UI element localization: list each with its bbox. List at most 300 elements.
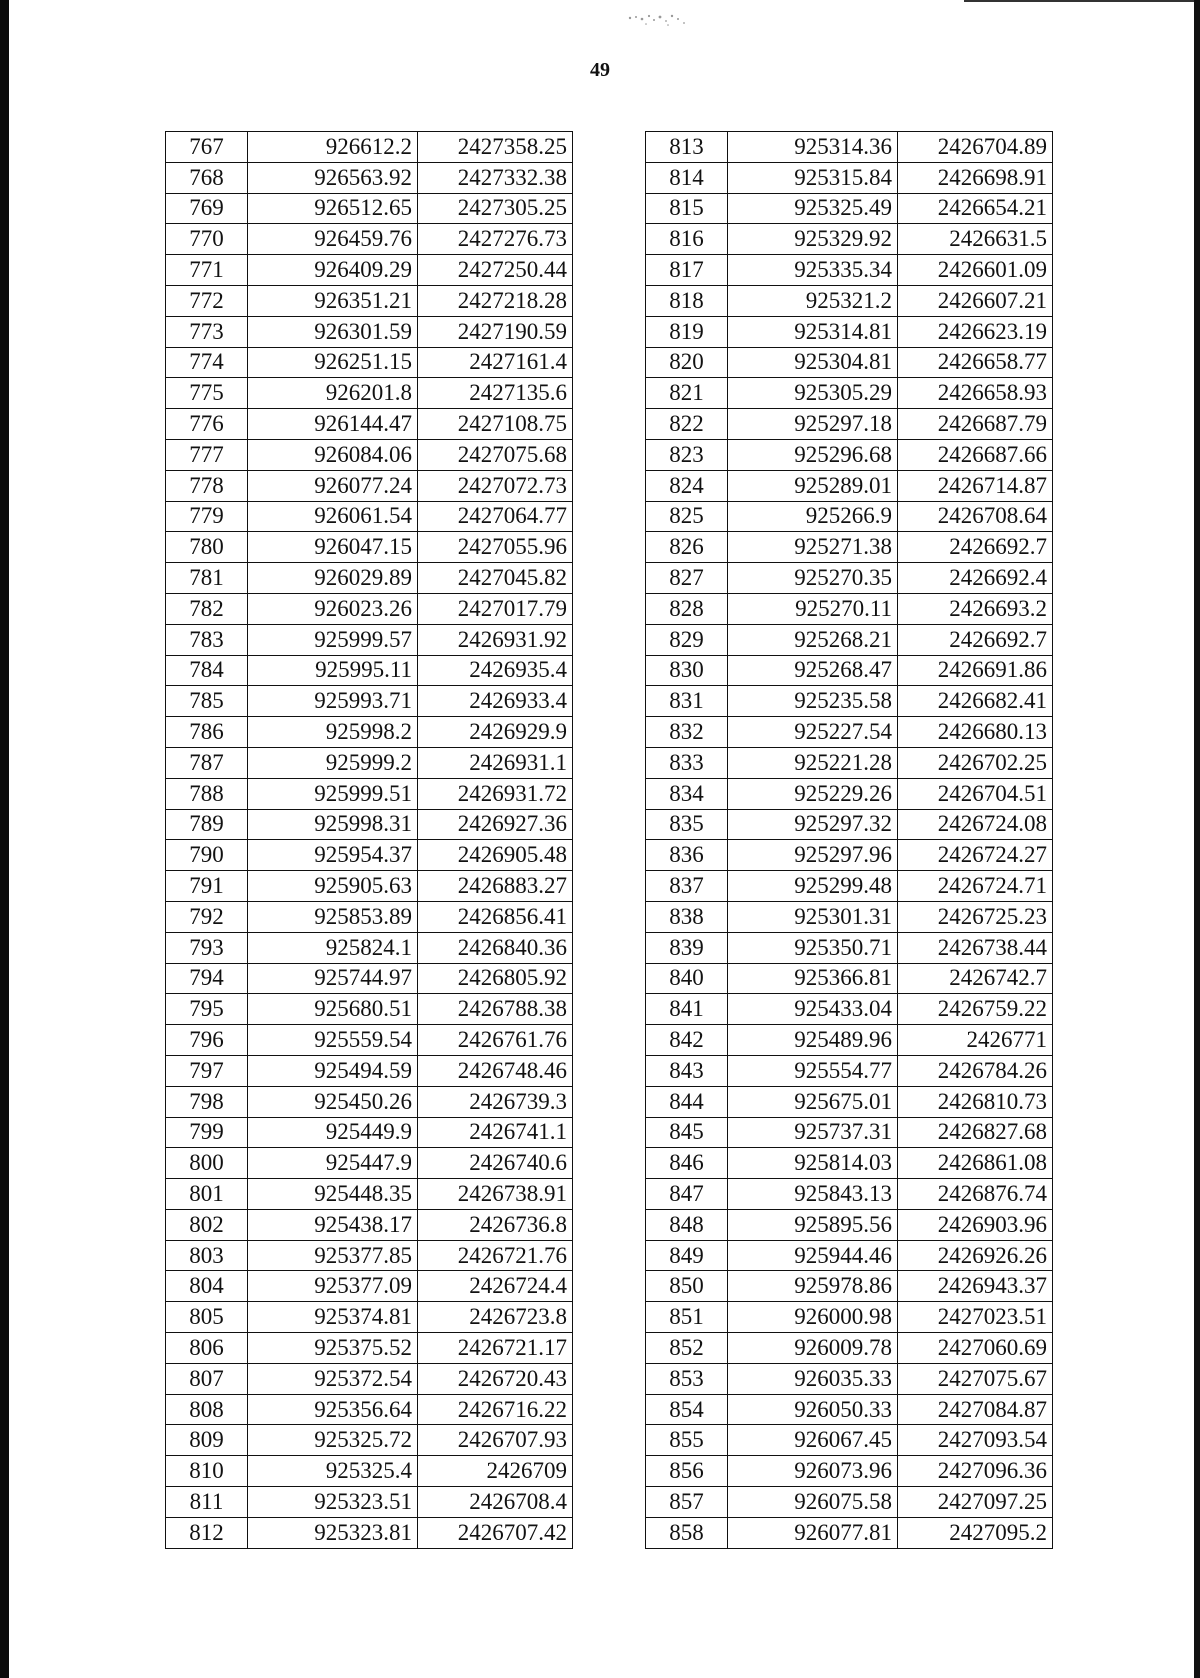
- x-coordinate-cell: 926075.58: [728, 1487, 898, 1518]
- point-number-cell: 795: [166, 994, 248, 1025]
- table-row: [166, 717, 573, 748]
- table-row: [646, 809, 1053, 840]
- x-coordinate-cell: 925447.9: [248, 1148, 418, 1179]
- point-number-cell: 832: [646, 717, 728, 748]
- table-row: [646, 1394, 1053, 1425]
- table-row: [166, 470, 573, 501]
- y-coordinate-cell: 2426707.93: [418, 1425, 573, 1456]
- table-row: [166, 409, 573, 440]
- x-coordinate-cell: 926000.98: [728, 1302, 898, 1333]
- table-row: [166, 532, 573, 563]
- x-coordinate-cell: 925494.59: [248, 1055, 418, 1086]
- y-coordinate-cell: 2426692.7: [898, 532, 1053, 563]
- y-coordinate-cell: 2426739.3: [418, 1086, 573, 1117]
- x-coordinate-cell: 925944.46: [728, 1240, 898, 1271]
- coordinates-table-left: [165, 131, 573, 1549]
- table-row: [166, 1302, 573, 1333]
- point-number-cell: 817: [646, 255, 728, 286]
- point-number-cell: 844: [646, 1086, 728, 1117]
- x-coordinate-cell: 925314.36: [728, 132, 898, 163]
- x-coordinate-cell: 926612.2: [248, 132, 418, 163]
- point-number-cell: 836: [646, 840, 728, 871]
- y-coordinate-cell: 2426714.87: [898, 470, 1053, 501]
- point-number-cell: 789: [166, 809, 248, 840]
- table-row: [166, 932, 573, 963]
- table-row: [646, 1363, 1053, 1394]
- y-coordinate-cell: 2427017.79: [418, 593, 573, 624]
- x-coordinate-cell: 926409.29: [248, 255, 418, 286]
- y-coordinate-cell: 2426740.6: [418, 1148, 573, 1179]
- point-number-cell: 824: [646, 470, 728, 501]
- y-coordinate-cell: 2426827.68: [898, 1117, 1053, 1148]
- x-coordinate-cell: 925296.68: [728, 439, 898, 470]
- point-number-cell: 843: [646, 1055, 728, 1086]
- y-coordinate-cell: 2426738.91: [418, 1179, 573, 1210]
- table-row: [166, 501, 573, 532]
- point-number-cell: 767: [166, 132, 248, 163]
- y-coordinate-cell: 2427064.77: [418, 501, 573, 532]
- point-number-cell: 845: [646, 1117, 728, 1148]
- x-coordinate-cell: 925270.35: [728, 563, 898, 594]
- point-number-cell: 846: [646, 1148, 728, 1179]
- x-coordinate-cell: 925323.81: [248, 1517, 418, 1548]
- table-row: [646, 439, 1053, 470]
- scan-left-edge: [0, 0, 9, 1678]
- table-row: [166, 1055, 573, 1086]
- point-number-cell: 855: [646, 1425, 728, 1456]
- x-coordinate-cell: 925744.97: [248, 963, 418, 994]
- y-coordinate-cell: 2427084.87: [898, 1394, 1053, 1425]
- point-number-cell: 808: [166, 1394, 248, 1425]
- table-row: [166, 1517, 573, 1548]
- x-coordinate-cell: 925325.4: [248, 1456, 418, 1487]
- table-row: [646, 1117, 1053, 1148]
- table-row: [646, 224, 1053, 255]
- x-coordinate-cell: 925448.35: [248, 1179, 418, 1210]
- y-coordinate-cell: 2426658.77: [898, 347, 1053, 378]
- point-number-cell: 821: [646, 378, 728, 409]
- x-coordinate-cell: 926061.54: [248, 501, 418, 532]
- y-coordinate-cell: 2426691.86: [898, 655, 1053, 686]
- y-coordinate-cell: 2426933.4: [418, 686, 573, 717]
- x-coordinate-cell: 925271.38: [728, 532, 898, 563]
- x-coordinate-cell: 925853.89: [248, 901, 418, 932]
- x-coordinate-cell: 925489.96: [728, 1025, 898, 1056]
- point-number-cell: 803: [166, 1240, 248, 1271]
- point-number-cell: 834: [646, 778, 728, 809]
- table-row: [646, 409, 1053, 440]
- y-coordinate-cell: 2427097.25: [898, 1487, 1053, 1518]
- table-row: [646, 162, 1053, 193]
- y-coordinate-cell: 2427218.28: [418, 285, 573, 316]
- point-number-cell: 781: [166, 563, 248, 594]
- table-row: [646, 932, 1053, 963]
- y-coordinate-cell: 2427075.68: [418, 439, 573, 470]
- table-row: [646, 316, 1053, 347]
- table-row: [166, 655, 573, 686]
- x-coordinate-cell: 925235.58: [728, 686, 898, 717]
- x-coordinate-cell: 925266.9: [728, 501, 898, 532]
- point-number-cell: 823: [646, 439, 728, 470]
- point-number-cell: 782: [166, 593, 248, 624]
- point-number-cell: 849: [646, 1240, 728, 1271]
- table-row: [646, 1240, 1053, 1271]
- table-row: [166, 193, 573, 224]
- x-coordinate-cell: 925301.31: [728, 901, 898, 932]
- point-number-cell: 815: [646, 193, 728, 224]
- table-row: [166, 563, 573, 594]
- table-row: [166, 1487, 573, 1518]
- y-coordinate-cell: 2426725.23: [898, 901, 1053, 932]
- table-row: [646, 470, 1053, 501]
- y-coordinate-cell: 2427108.75: [418, 409, 573, 440]
- x-coordinate-cell: 925450.26: [248, 1086, 418, 1117]
- point-number-cell: 772: [166, 285, 248, 316]
- point-number-cell: 819: [646, 316, 728, 347]
- y-coordinate-cell: 2426631.5: [898, 224, 1053, 255]
- y-coordinate-cell: 2426682.41: [898, 686, 1053, 717]
- table-row: [166, 1209, 573, 1240]
- x-coordinate-cell: 926067.45: [728, 1425, 898, 1456]
- point-number-cell: 820: [646, 347, 728, 378]
- point-number-cell: 826: [646, 532, 728, 563]
- table-row: [166, 132, 573, 163]
- x-coordinate-cell: 925325.49: [728, 193, 898, 224]
- x-coordinate-cell: 925297.96: [728, 840, 898, 871]
- point-number-cell: 828: [646, 593, 728, 624]
- y-coordinate-cell: 2426724.4: [418, 1271, 573, 1302]
- point-number-cell: 785: [166, 686, 248, 717]
- table-row: [166, 224, 573, 255]
- point-number-cell: 853: [646, 1363, 728, 1394]
- table-row: [166, 1240, 573, 1271]
- x-coordinate-cell: 926077.24: [248, 470, 418, 501]
- table-row: [646, 717, 1053, 748]
- x-coordinate-cell: 926084.06: [248, 439, 418, 470]
- table-row: [166, 439, 573, 470]
- table-row: [646, 655, 1053, 686]
- x-coordinate-cell: 925325.72: [248, 1425, 418, 1456]
- point-number-cell: 810: [166, 1456, 248, 1487]
- point-number-cell: 807: [166, 1363, 248, 1394]
- point-number-cell: 806: [166, 1333, 248, 1364]
- point-number-cell: 769: [166, 193, 248, 224]
- point-number-cell: 774: [166, 347, 248, 378]
- table-row: [646, 624, 1053, 655]
- scan-noise-mark: [624, 8, 696, 30]
- y-coordinate-cell: 2426738.44: [898, 932, 1053, 963]
- x-coordinate-cell: 925356.64: [248, 1394, 418, 1425]
- table-row: [166, 686, 573, 717]
- x-coordinate-cell: 925221.28: [728, 747, 898, 778]
- table-row: [166, 255, 573, 286]
- table-row: [646, 1025, 1053, 1056]
- x-coordinate-cell: 925304.81: [728, 347, 898, 378]
- table-row: [166, 1333, 573, 1364]
- table-row: [646, 994, 1053, 1025]
- x-coordinate-cell: 925905.63: [248, 871, 418, 902]
- y-coordinate-cell: 2427161.4: [418, 347, 573, 378]
- point-number-cell: 793: [166, 932, 248, 963]
- y-coordinate-cell: 2426720.43: [418, 1363, 573, 1394]
- table-row: [646, 1487, 1053, 1518]
- point-number-cell: 771: [166, 255, 248, 286]
- table-row: [166, 1456, 573, 1487]
- point-number-cell: 773: [166, 316, 248, 347]
- table-row: [646, 1425, 1053, 1456]
- y-coordinate-cell: 2426861.08: [898, 1148, 1053, 1179]
- table-row: [166, 1425, 573, 1456]
- table-row: [166, 1363, 573, 1394]
- x-coordinate-cell: 926144.47: [248, 409, 418, 440]
- point-number-cell: 770: [166, 224, 248, 255]
- y-coordinate-cell: 2427096.36: [898, 1456, 1053, 1487]
- point-number-cell: 850: [646, 1271, 728, 1302]
- y-coordinate-cell: 2426876.74: [898, 1179, 1053, 1210]
- table-row: [166, 624, 573, 655]
- x-coordinate-cell: 926459.76: [248, 224, 418, 255]
- table-row: [646, 778, 1053, 809]
- coordinates-table-right: [645, 131, 1053, 1549]
- y-coordinate-cell: 2426883.27: [418, 871, 573, 902]
- y-coordinate-cell: 2426698.91: [898, 162, 1053, 193]
- point-number-cell: 787: [166, 747, 248, 778]
- y-coordinate-cell: 2427305.25: [418, 193, 573, 224]
- y-coordinate-cell: 2426788.38: [418, 994, 573, 1025]
- table-row: [166, 1179, 573, 1210]
- y-coordinate-cell: 2426721.17: [418, 1333, 573, 1364]
- table-row: [646, 347, 1053, 378]
- table-row: [166, 316, 573, 347]
- x-coordinate-cell: 925268.47: [728, 655, 898, 686]
- point-number-cell: 792: [166, 901, 248, 932]
- point-number-cell: 829: [646, 624, 728, 655]
- y-coordinate-cell: 2426784.26: [898, 1055, 1053, 1086]
- x-coordinate-cell: 925993.71: [248, 686, 418, 717]
- y-coordinate-cell: 2426943.37: [898, 1271, 1053, 1302]
- point-number-cell: 778: [166, 470, 248, 501]
- y-coordinate-cell: 2426771: [898, 1025, 1053, 1056]
- x-coordinate-cell: 926077.81: [728, 1517, 898, 1548]
- scan-right-edge: [1194, 0, 1200, 1678]
- table-row: [646, 747, 1053, 778]
- table-row: [166, 963, 573, 994]
- point-number-cell: 837: [646, 871, 728, 902]
- table-row: [646, 840, 1053, 871]
- table-row: [166, 1394, 573, 1425]
- y-coordinate-cell: 2427045.82: [418, 563, 573, 594]
- x-coordinate-cell: 926035.33: [728, 1363, 898, 1394]
- y-coordinate-cell: 2426658.93: [898, 378, 1053, 409]
- point-number-cell: 796: [166, 1025, 248, 1056]
- point-number-cell: 852: [646, 1333, 728, 1364]
- y-coordinate-cell: 2426903.96: [898, 1209, 1053, 1240]
- x-coordinate-cell: 925377.09: [248, 1271, 418, 1302]
- y-coordinate-cell: 2427095.2: [898, 1517, 1053, 1548]
- point-number-cell: 816: [646, 224, 728, 255]
- table-row: [166, 1148, 573, 1179]
- point-number-cell: 838: [646, 901, 728, 932]
- x-coordinate-cell: 926563.92: [248, 162, 418, 193]
- point-number-cell: 830: [646, 655, 728, 686]
- point-number-cell: 797: [166, 1055, 248, 1086]
- y-coordinate-cell: 2426856.41: [418, 901, 573, 932]
- x-coordinate-cell: 925297.18: [728, 409, 898, 440]
- table-row: [166, 162, 573, 193]
- table-row: [166, 871, 573, 902]
- point-number-cell: 780: [166, 532, 248, 563]
- y-coordinate-cell: 2426623.19: [898, 316, 1053, 347]
- x-coordinate-cell: 926512.65: [248, 193, 418, 224]
- y-coordinate-cell: 2426929.9: [418, 717, 573, 748]
- y-coordinate-cell: 2426680.13: [898, 717, 1053, 748]
- table-row: [166, 593, 573, 624]
- table-row: [646, 132, 1053, 163]
- x-coordinate-cell: 925438.17: [248, 1209, 418, 1240]
- x-coordinate-cell: 925321.2: [728, 285, 898, 316]
- point-number-cell: 818: [646, 285, 728, 316]
- coordinates-table-right-body: [646, 132, 1053, 1549]
- y-coordinate-cell: 2426931.92: [418, 624, 573, 655]
- table-row: [646, 1517, 1053, 1548]
- x-coordinate-cell: 925954.37: [248, 840, 418, 871]
- x-coordinate-cell: 925268.21: [728, 624, 898, 655]
- y-coordinate-cell: 2427072.73: [418, 470, 573, 501]
- table-row: [646, 593, 1053, 624]
- point-number-cell: 801: [166, 1179, 248, 1210]
- table-row: [646, 1456, 1053, 1487]
- x-coordinate-cell: 925372.54: [248, 1363, 418, 1394]
- point-number-cell: 791: [166, 871, 248, 902]
- table-row: [166, 994, 573, 1025]
- y-coordinate-cell: 2426810.73: [898, 1086, 1053, 1117]
- y-coordinate-cell: 2426607.21: [898, 285, 1053, 316]
- x-coordinate-cell: 925999.57: [248, 624, 418, 655]
- point-number-cell: 835: [646, 809, 728, 840]
- table-row: [646, 1209, 1053, 1240]
- x-coordinate-cell: 925329.92: [728, 224, 898, 255]
- point-number-cell: 851: [646, 1302, 728, 1333]
- point-number-cell: 811: [166, 1487, 248, 1518]
- x-coordinate-cell: 925374.81: [248, 1302, 418, 1333]
- point-number-cell: 775: [166, 378, 248, 409]
- x-coordinate-cell: 926047.15: [248, 532, 418, 563]
- x-coordinate-cell: 925895.56: [728, 1209, 898, 1240]
- point-number-cell: 857: [646, 1487, 728, 1518]
- y-coordinate-cell: 2426761.76: [418, 1025, 573, 1056]
- table-row: [166, 1117, 573, 1148]
- y-coordinate-cell: 2427190.59: [418, 316, 573, 347]
- x-coordinate-cell: 925999.51: [248, 778, 418, 809]
- x-coordinate-cell: 926050.33: [728, 1394, 898, 1425]
- x-coordinate-cell: 925289.01: [728, 470, 898, 501]
- table-row: [646, 1333, 1053, 1364]
- y-coordinate-cell: 2426724.27: [898, 840, 1053, 871]
- point-number-cell: 784: [166, 655, 248, 686]
- scan-top-edge: [964, 0, 1194, 2]
- point-number-cell: 840: [646, 963, 728, 994]
- x-coordinate-cell: 925680.51: [248, 994, 418, 1025]
- y-coordinate-cell: 2426927.36: [418, 809, 573, 840]
- x-coordinate-cell: 925998.31: [248, 809, 418, 840]
- point-number-cell: 786: [166, 717, 248, 748]
- point-number-cell: 858: [646, 1517, 728, 1548]
- y-coordinate-cell: 2426693.2: [898, 593, 1053, 624]
- point-number-cell: 812: [166, 1517, 248, 1548]
- y-coordinate-cell: 2426709: [418, 1456, 573, 1487]
- table-row: [646, 501, 1053, 532]
- table-row: [646, 1086, 1053, 1117]
- x-coordinate-cell: 925737.31: [728, 1117, 898, 1148]
- y-coordinate-cell: 2426601.09: [898, 255, 1053, 286]
- point-number-cell: 805: [166, 1302, 248, 1333]
- x-coordinate-cell: 925998.2: [248, 717, 418, 748]
- y-coordinate-cell: 2426704.89: [898, 132, 1053, 163]
- page-number: 49: [590, 59, 610, 81]
- x-coordinate-cell: 925814.03: [728, 1148, 898, 1179]
- table-row: [166, 1025, 573, 1056]
- table-row: [646, 1148, 1053, 1179]
- point-number-cell: 790: [166, 840, 248, 871]
- y-coordinate-cell: 2427135.6: [418, 378, 573, 409]
- x-coordinate-cell: 926029.89: [248, 563, 418, 594]
- y-coordinate-cell: 2426935.4: [418, 655, 573, 686]
- point-number-cell: 854: [646, 1394, 728, 1425]
- y-coordinate-cell: 2427023.51: [898, 1302, 1053, 1333]
- x-coordinate-cell: 925978.86: [728, 1271, 898, 1302]
- y-coordinate-cell: 2426721.76: [418, 1240, 573, 1271]
- table-row: [166, 840, 573, 871]
- x-coordinate-cell: 925270.11: [728, 593, 898, 624]
- point-number-cell: 839: [646, 932, 728, 963]
- table-row: [166, 809, 573, 840]
- table-row: [646, 1271, 1053, 1302]
- point-number-cell: 841: [646, 994, 728, 1025]
- y-coordinate-cell: 2426748.46: [418, 1055, 573, 1086]
- x-coordinate-cell: 926301.59: [248, 316, 418, 347]
- x-coordinate-cell: 926351.21: [248, 285, 418, 316]
- point-number-cell: 814: [646, 162, 728, 193]
- table-row: [166, 285, 573, 316]
- point-number-cell: 788: [166, 778, 248, 809]
- point-number-cell: 847: [646, 1179, 728, 1210]
- x-coordinate-cell: 926073.96: [728, 1456, 898, 1487]
- point-number-cell: 779: [166, 501, 248, 532]
- point-number-cell: 848: [646, 1209, 728, 1240]
- point-number-cell: 856: [646, 1456, 728, 1487]
- y-coordinate-cell: 2426931.1: [418, 747, 573, 778]
- point-number-cell: 833: [646, 747, 728, 778]
- table-row: [646, 871, 1053, 902]
- table-row: [166, 747, 573, 778]
- y-coordinate-cell: 2426805.92: [418, 963, 573, 994]
- y-coordinate-cell: 2427332.38: [418, 162, 573, 193]
- y-coordinate-cell: 2426687.79: [898, 409, 1053, 440]
- table-row: [646, 255, 1053, 286]
- point-number-cell: 804: [166, 1271, 248, 1302]
- table-row: [166, 347, 573, 378]
- y-coordinate-cell: 2426723.8: [418, 1302, 573, 1333]
- y-coordinate-cell: 2426708.4: [418, 1487, 573, 1518]
- table-row: [646, 378, 1053, 409]
- table-row: [646, 285, 1053, 316]
- x-coordinate-cell: 925366.81: [728, 963, 898, 994]
- table-row: [166, 378, 573, 409]
- x-coordinate-cell: 925227.54: [728, 717, 898, 748]
- point-number-cell: 777: [166, 439, 248, 470]
- y-coordinate-cell: 2426724.71: [898, 871, 1053, 902]
- point-number-cell: 802: [166, 1209, 248, 1240]
